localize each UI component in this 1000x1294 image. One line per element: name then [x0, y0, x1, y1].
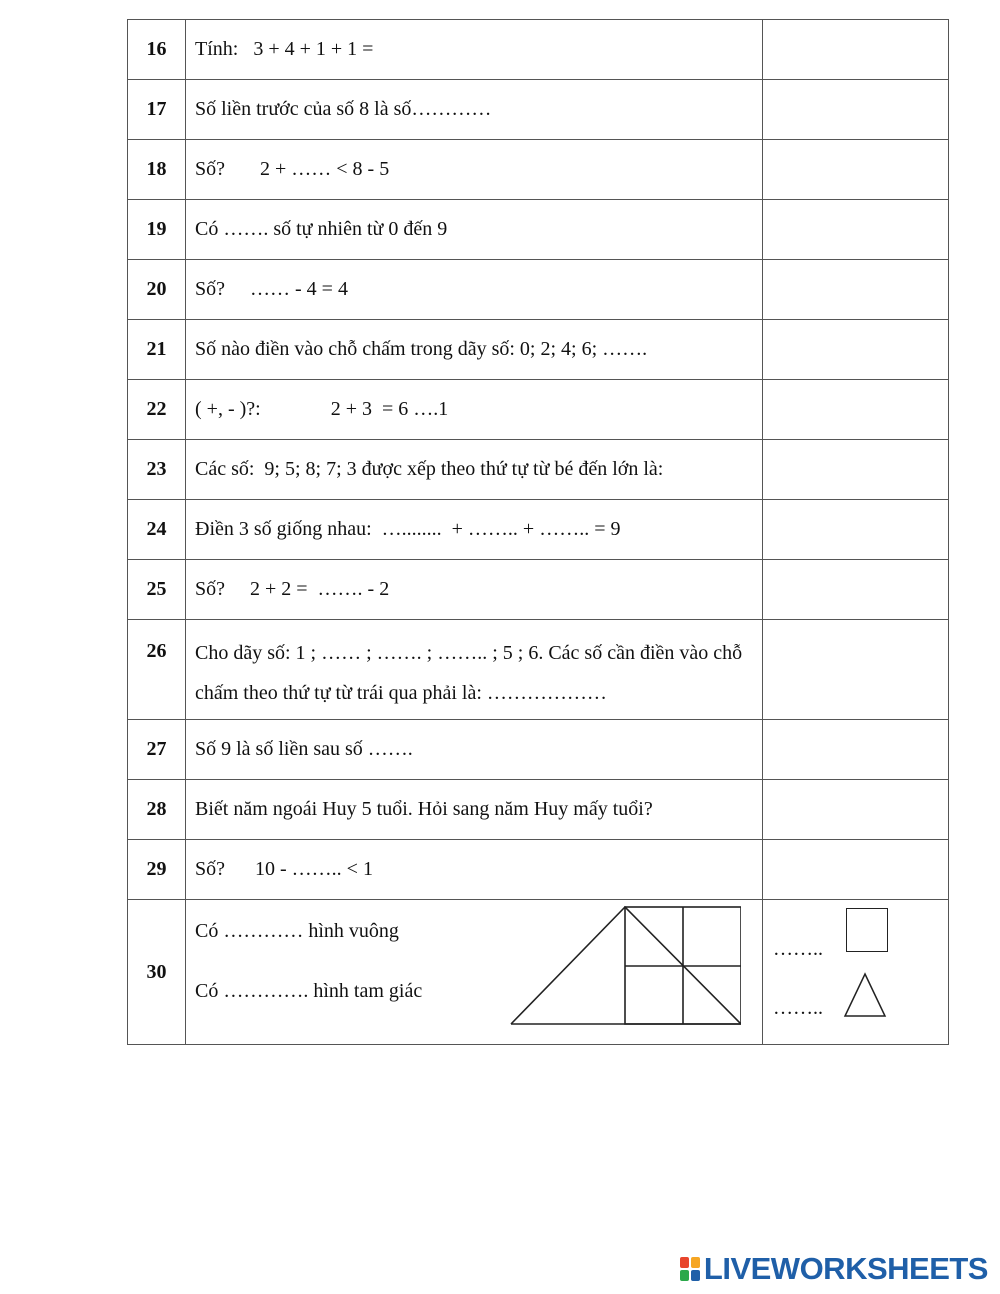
answer-cell[interactable] — [763, 720, 949, 780]
answer-cell[interactable] — [763, 440, 949, 500]
answer-cell[interactable] — [763, 380, 949, 440]
question-text: Có ……. số tự nhiên từ 0 đến 9 — [186, 200, 763, 260]
worksheet-table — [127, 19, 949, 1045]
answer-cell[interactable] — [763, 80, 949, 140]
question-text: Biết năm ngoái Huy 5 tuổi. Hỏi sang năm Huy mấy tuổi? — [186, 780, 763, 840]
answer-cell[interactable] — [763, 780, 949, 840]
answer-cell[interactable] — [763, 620, 949, 720]
logo-text: LIVEWORKSHEETS — [703, 1251, 988, 1286]
answer-cell[interactable] — [763, 320, 949, 380]
answer-cell[interactable] — [763, 560, 949, 620]
question-number: 26 — [128, 620, 186, 720]
question-row-30 — [128, 900, 949, 1045]
question-row-23 — [128, 440, 949, 500]
question-row-26 — [128, 620, 949, 720]
question-text: Số nào điền vào chỗ chấm trong dãy số: 0; 2; 4; 6; ……. — [186, 320, 763, 380]
question-text: Số? 2 + 2 = ……. - 2 — [186, 560, 763, 620]
question-row-16 — [128, 20, 949, 80]
question-row-29 — [128, 840, 949, 900]
question-number: 18 — [128, 140, 186, 200]
question-number: 23 — [128, 440, 186, 500]
triangle-and-squares-figure — [506, 904, 741, 1028]
question-row-22 — [128, 380, 949, 440]
question-text: Số? 2 + …… < 8 - 5 — [186, 140, 763, 200]
answer-cell-30 — [763, 900, 949, 1045]
question-row-21 — [128, 320, 949, 380]
question-number: 17 — [128, 80, 186, 140]
question-text: Số? 10 - …….. < 1 — [186, 840, 763, 900]
square-icon — [846, 908, 888, 952]
question-row-17 — [128, 80, 949, 140]
question-row-28 — [128, 780, 949, 840]
answer-cell[interactable] — [763, 20, 949, 80]
triangles-answer-blank[interactable]: …….. — [773, 997, 823, 1019]
question-number: 16 — [128, 20, 186, 80]
question-text: Số liền trước của số 8 là số………… — [186, 80, 763, 140]
answer-cell[interactable] — [763, 840, 949, 900]
question-row-19 — [128, 200, 949, 260]
question-number: 30 — [128, 900, 186, 1045]
question-text: Tính: 3 + 4 + 1 + 1 = — [186, 20, 763, 80]
squares-answer-blank[interactable]: …….. — [773, 938, 823, 960]
question-text-30 — [186, 900, 763, 1045]
question-number: 19 — [128, 200, 186, 260]
question-row-24 — [128, 500, 949, 560]
answer-cell[interactable] — [763, 260, 949, 320]
question-row-18 — [128, 140, 949, 200]
question-number: 25 — [128, 560, 186, 620]
question-number: 28 — [128, 780, 186, 840]
answer-cell[interactable] — [763, 140, 949, 200]
question-number: 22 — [128, 380, 186, 440]
answer-cell[interactable] — [763, 200, 949, 260]
question-number: 27 — [128, 720, 186, 780]
liveworksheets-logo-icon — [680, 1257, 700, 1281]
question-text: Số? …… - 4 = 4 — [186, 260, 763, 320]
question-row-27 — [128, 720, 949, 780]
question-number: 29 — [128, 840, 186, 900]
question-text: Cho dãy số: 1 ; …… ; ……. ; …….. ; 5 ; 6. Các số cần điền vào chỗ chấm theo thứ tự từ trái qua phải là: ……………… — [186, 620, 763, 720]
question-number: 21 — [128, 320, 186, 380]
question-number: 24 — [128, 500, 186, 560]
question-text: ( +, - )?: 2 + 3 = 6 ….1 — [186, 380, 763, 440]
answer-cell[interactable] — [763, 500, 949, 560]
question-number: 20 — [128, 260, 186, 320]
count-squares-text: Có ………… hình vuông — [195, 920, 399, 942]
question-text: Điền 3 số giống nhau: …........ + …….. + …….. = 9 — [186, 500, 763, 560]
question-text: Số 9 là số liền sau số ……. — [186, 720, 763, 780]
liveworksheets-logo — [680, 1251, 988, 1287]
question-row-25 — [128, 560, 949, 620]
count-triangles-text: Có …………. hình tam giác — [195, 980, 423, 1002]
triangle-icon — [843, 972, 887, 1018]
question-text: Các số: 9; 5; 8; 7; 3 được xếp theo thứ tự từ bé đến lớn là: — [186, 440, 763, 500]
question-row-20 — [128, 260, 949, 320]
